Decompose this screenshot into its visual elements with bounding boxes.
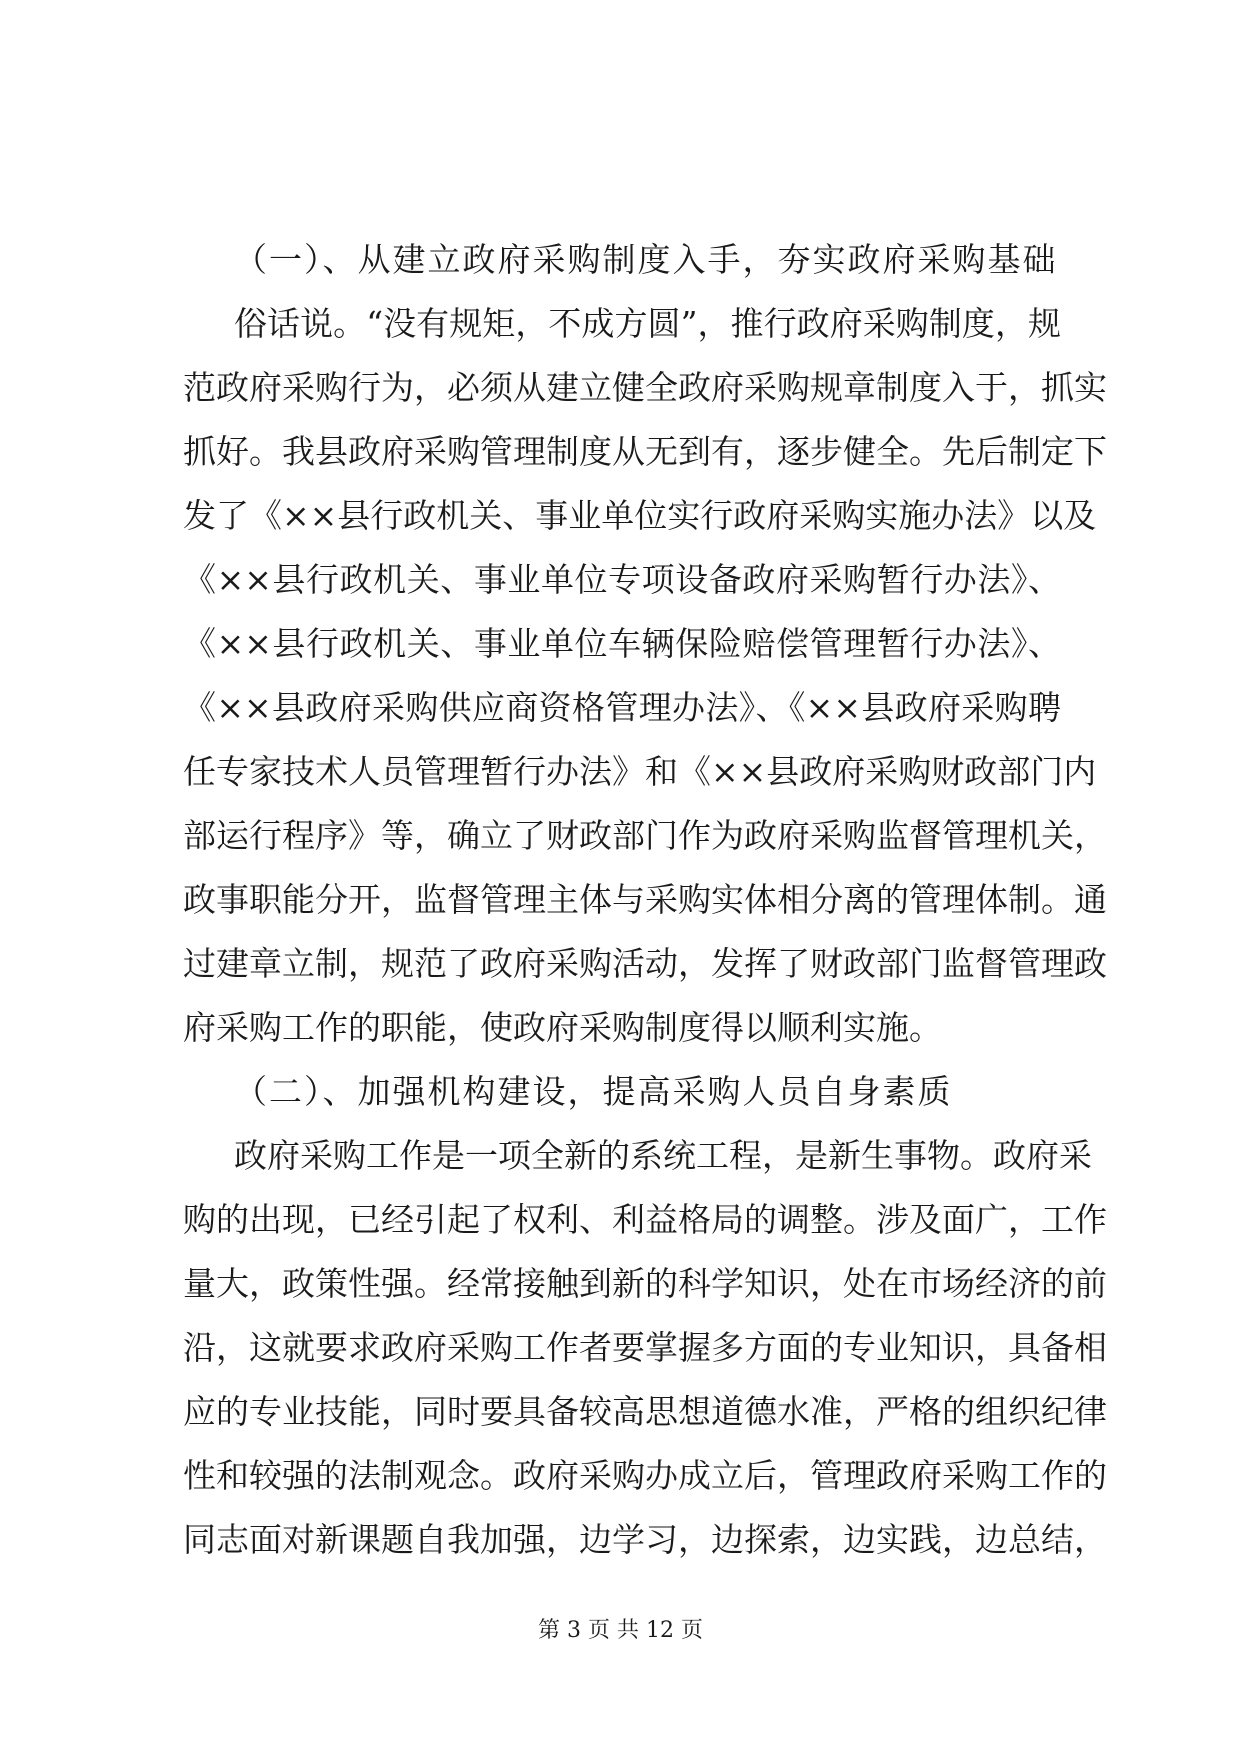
page-footer: 第 3 页 共 12 页	[538, 1618, 703, 1643]
text-line	[183, 292, 1061, 356]
text-line-content: 抓好。我县政府采购管理制度从无到有，逐步健全。先后制定下	[183, 432, 1107, 471]
text-line-content: 范政府采购行为，必须从建立健全政府采购规章制度入于，抓实	[183, 368, 1107, 407]
text-line-content: 任专家技术人员管理暂行办法》和《××县政府采购财政部门内	[183, 752, 1097, 791]
text-line	[183, 420, 1107, 484]
text-line-content: 俗话说。“没有规矩，不成方圆”，推行政府采购制度，规	[234, 304, 1061, 343]
text-line	[183, 868, 1107, 932]
text-line	[183, 1380, 1107, 1444]
text-line	[183, 996, 1061, 1060]
text-line-content: 发了《××县行政机关、事业单位实行政府采购实施办法》以及	[183, 496, 1097, 535]
document-body	[183, 228, 1107, 1572]
text-line-content: 《××县行政机关、事业单位车辆保险赔偿管理暂行办法》、	[183, 624, 1061, 663]
text-line	[183, 1444, 1107, 1508]
text-line	[183, 804, 1107, 868]
section-heading-text: （一）、从建立政府采购制度入手，夯实政府采购基础	[234, 240, 1058, 279]
text-line	[183, 356, 1107, 420]
text-line-content: 府采购工作的职能，使政府采购制度得以顺利实施。	[183, 1008, 942, 1047]
text-line	[183, 1124, 1092, 1188]
text-line	[183, 1316, 1107, 1380]
text-line-content: 《××县政府采购供应商资格管理办法》、《××县政府采购聘	[183, 688, 1061, 727]
text-line-content: 同志面对新课题自我加强，边学习，边探索，边实践，边总结，	[183, 1520, 1107, 1559]
text-line	[183, 1188, 1107, 1252]
text-line-content: 过建章立制，规范了政府采购活动，发挥了财政部门监督管理政	[183, 944, 1107, 983]
text-line	[183, 1508, 1107, 1572]
text-line	[183, 484, 1097, 548]
text-line-content: 量大，政策性强。经常接触到新的科学知识，处在市场经济的前	[183, 1264, 1107, 1303]
text-line	[183, 612, 1061, 676]
text-line	[183, 548, 1061, 612]
text-line-content: 部运行程序》等，确立了财政部门作为政府采购监督管理机关，	[183, 816, 1107, 855]
text-line-content: 应的专业技能，同时要具备较高思想道德水准，严格的组织纪律	[183, 1392, 1107, 1431]
text-line	[183, 1252, 1107, 1316]
text-line	[183, 676, 1061, 740]
text-line-content: 《××县行政机关、事业单位专项设备政府采购暂行办法》、	[183, 560, 1061, 599]
text-line-content: 政事职能分开，监督管理主体与采购实体相分离的管理体制。通	[183, 880, 1107, 919]
text-line	[183, 932, 1107, 996]
section-heading	[183, 228, 1061, 292]
text-line-content: 购的出现，已经引起了权利、利益格局的调整。涉及面广，工作	[183, 1200, 1107, 1239]
text-line	[183, 740, 1097, 804]
section-heading-text: （二）、加强机构建设，提高采购人员自身素质	[234, 1072, 953, 1111]
text-line-content: 性和较强的法制观念。政府采购办成立后，管理政府采购工作的	[183, 1456, 1107, 1495]
text-line-content: 沿，这就要求政府采购工作者要掌握多方面的专业知识，具备相	[183, 1328, 1107, 1367]
section-heading	[183, 1060, 1061, 1124]
text-line-content: 政府采购工作是一项全新的系统工程，是新生事物。政府采	[234, 1136, 1092, 1175]
